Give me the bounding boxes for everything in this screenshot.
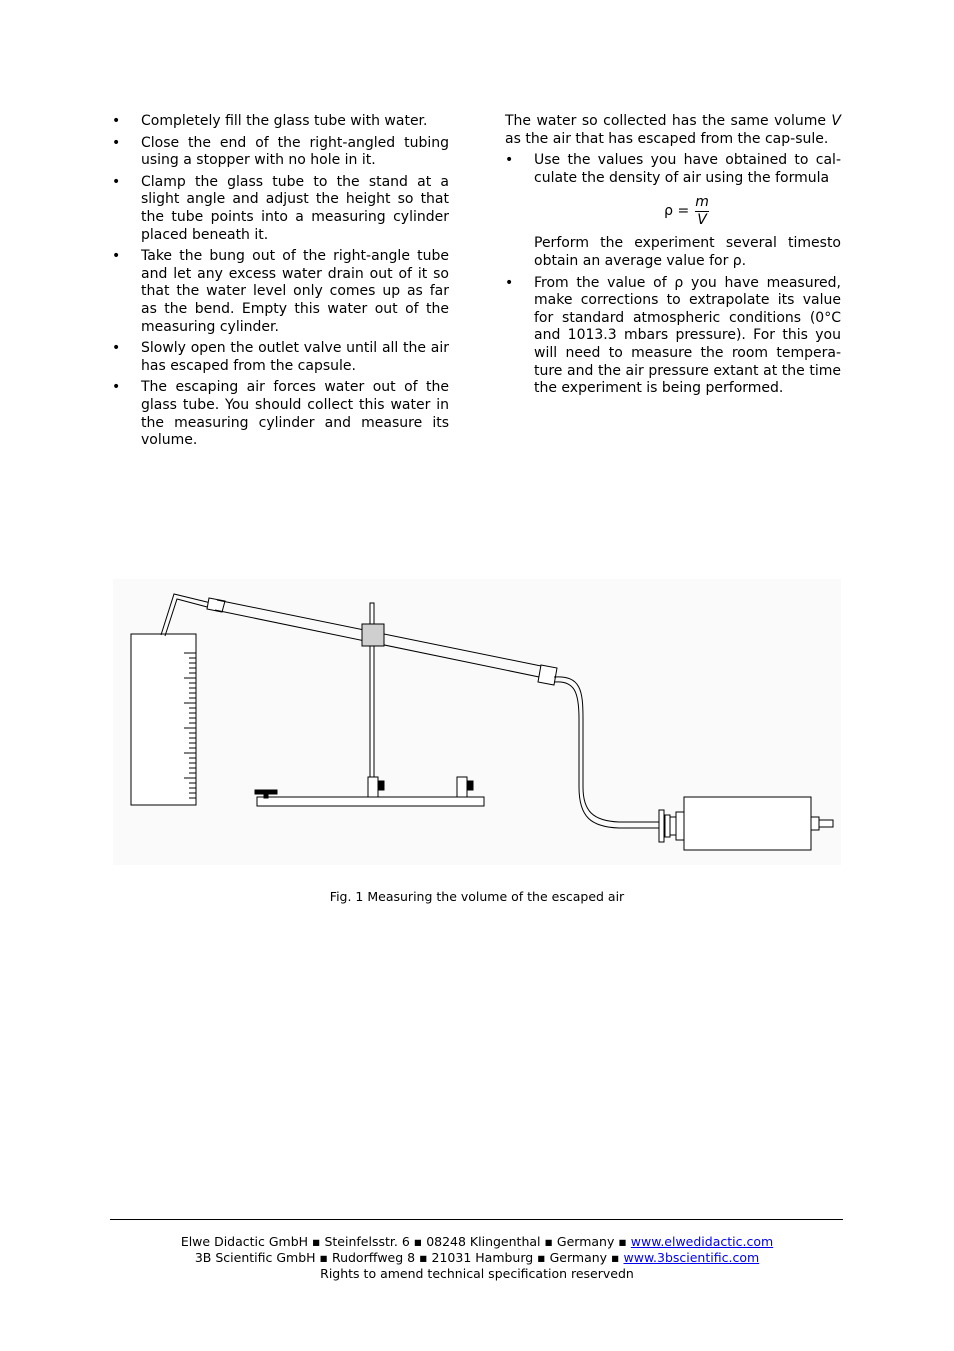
calculation-list: [505, 152, 841, 187]
footer-line-1: Elwe Didactic GmbH ▪ Steinfelsstr. 6 ▪ 08248 Klingenthal ▪ Germany ▪ www.elwedidactic.com: [180, 1234, 774, 1249]
correction-list: [505, 275, 841, 398]
formula-denominator: V: [697, 211, 707, 228]
list-item: • From the value of ρ you have measured, make corrections to extrapolate its value for standard atmospheric conditions (0°C and 1013.3 mbars pressure). For this you will need to measure the room tempera-ture and the air pressure extant at the time the experiment is being performed.: [505, 275, 841, 398]
formula-numerator: m: [695, 193, 709, 210]
left-column: [112, 113, 449, 454]
formula-fraction: [693, 194, 711, 229]
intro-paragraph: The water so collected has the same volume V as the air that has escaped from the cap-sule.: [505, 113, 841, 147]
instruction-list: [112, 113, 449, 450]
repeat-paragraph: Perform the experiment several timesto obtain an average value for ρ.: [534, 235, 841, 269]
clamp: [362, 624, 384, 646]
list-item: • Use the values you have obtained to cal-culate the density of air using the formula: [505, 152, 841, 187]
apparatus-figure: [113, 579, 841, 865]
right-column: [505, 113, 841, 402]
footer-line-3: Rights to amend technical specification reservedn: [320, 1266, 634, 1281]
formula-lhs: ρ =: [664, 202, 690, 219]
elwedidactic-link[interactable]: www.elwedidactic.com: [630, 1234, 774, 1249]
density-formula: [505, 191, 841, 231]
gas-capsule: [659, 797, 833, 850]
volume-symbol: V: [831, 113, 841, 129]
footer-divider: [110, 1219, 843, 1220]
footer: [0, 1234, 954, 1282]
measuring-cylinder: [131, 634, 196, 805]
footer-line-2: 3B Scientific GmbH ▪ Rudorffweg 8 ▪ 21031 Hamburg ▪ Germany ▪ www.3bscientific.com: [194, 1250, 760, 1265]
figure-caption: Fig. 1 Measuring the volume of the escaped air: [329, 889, 625, 904]
list-item: • Close the end of the right-angled tubing using a stopper with no hole in it.: [112, 135, 449, 170]
list-item: • Take the bung out of the right-angle tube and let any excess water drain out of it so that the water level only comes up as far as the bend. Empty this water out of the measuring cylinder.: [112, 248, 449, 336]
list-item: • Clamp the glass tube to the stand at a slight angle and adjust the height so that the tube points into a measuring cylinder placed beneath it.: [112, 174, 449, 244]
list-item: • Completely fill the glass tube with water.: [112, 113, 449, 131]
list-item: • Slowly open the outlet valve until all the air has escaped from the capsule.: [112, 340, 449, 375]
3bscientific-link[interactable]: www.3bscientific.com: [623, 1250, 760, 1265]
list-item: • The escaping air forces water out of the glass tube. You should collect this water in the measuring cylinder and measure its volume.: [112, 379, 449, 449]
